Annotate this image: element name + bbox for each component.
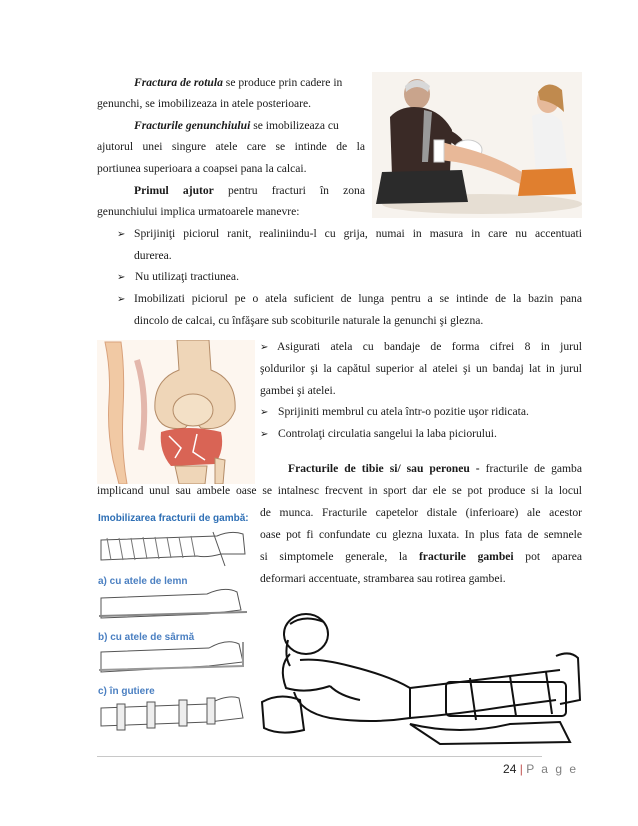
bullet-1-line2: durerea. bbox=[134, 249, 172, 262]
arrow-bullet-icon: ➢ bbox=[260, 429, 269, 440]
term-primul-ajutor: Primul ajutor bbox=[134, 184, 214, 197]
paragraph-tibie-line3: de munca. Fracturile capetelor distale (inferioare) ale acestor bbox=[260, 506, 582, 519]
figure-label-a: a) cu atele de lemn bbox=[98, 576, 188, 587]
page-number: 24 bbox=[503, 762, 517, 776]
arrow-bullet-icon: ➢ bbox=[260, 342, 269, 353]
paragraph-prim-ajutor-line2: genunchiului implica urmatoarele manevre: bbox=[97, 205, 300, 218]
paragraph-rotula-line2: genunchi, se imobilizeaza in atele posterioare. bbox=[97, 97, 312, 110]
page-footer bbox=[503, 762, 578, 776]
paragraph-prim-ajutor-line1: Primul ajutor pentru fracturi în zona bbox=[134, 184, 365, 197]
bullet-6: ➢ Controlaţi circulatia sangelui la laba piciorului. bbox=[260, 427, 497, 440]
photo-knee-first-aid bbox=[372, 72, 582, 218]
paragraph-tibie-line5: si simptomele generale, la fracturile gambei pot aparea bbox=[260, 550, 582, 563]
page-word: P a g e bbox=[526, 762, 578, 776]
paragraph-genunchi-line2: ajutorul unei singure atele care se intinde de la bbox=[97, 140, 365, 153]
footer-separator: | bbox=[519, 762, 523, 776]
term-fracturile-tibie: Fracturile de tibie si/ sau peroneu - bbox=[288, 462, 480, 475]
figure-gamba-caption: Imobilizarea fracturii de gambă: bbox=[98, 513, 249, 524]
bullet-4-line1: Asigurati atela cu bandaje de forma cifrei 8 in jurul bbox=[277, 340, 582, 353]
bullet-1-line1 bbox=[117, 227, 135, 242]
figure-label-c: c) în gutiere bbox=[98, 686, 155, 697]
figure-label-b: b) cu atele de sârmă bbox=[98, 632, 195, 643]
paragraph-tibie-line2: implicand unul sau ambele oase se intalnesc frecvent in sport dar ele se pot produce si la locul bbox=[97, 484, 582, 497]
arrow-bullet-icon: ➢ bbox=[117, 229, 126, 240]
term-fracturile-gambei: fracturile gambei bbox=[418, 550, 514, 563]
bullet-1-text: Sprijiniţi piciorul ranit, realiniindu-l cu grija, numai in masura in care nu accentuati bbox=[134, 227, 582, 240]
bullet-4-line2: şoldurilor şi la capătul superior al atelei şi un bandaj lat in jurul bbox=[260, 362, 582, 375]
term-fracturile-genunchiului: Fracturile genunchiului bbox=[134, 119, 251, 132]
term-fractura-rotula: Fractura de rotula bbox=[134, 76, 223, 89]
arrow-bullet-icon: ➢ bbox=[117, 272, 126, 283]
bullet-3-line2: dincolo de calcai, cu înfăşare sub scobiturile naturale la genunchi şi glezna. bbox=[134, 314, 484, 327]
drawing-person-leg-splint bbox=[260, 596, 588, 746]
bullet-5: ➢ Sprijiniti membrul cu atela într-o pozitie uşor ridicata. bbox=[260, 405, 529, 418]
paragraph-genunchi-line3: portiunea superioara a coapsei pana la calcai. bbox=[97, 162, 307, 175]
bullet-2: ➢ Nu utilizaţi tractiunea. bbox=[117, 270, 239, 283]
footer-divider bbox=[97, 756, 542, 757]
arrow-bullet-icon: ➢ bbox=[260, 407, 269, 418]
arrow-bullet-icon: ➢ bbox=[117, 294, 126, 305]
paragraph-tibie-line1: Fracturile de tibie si/ sau peroneu - fracturile de gamba bbox=[288, 462, 582, 475]
bullet-4-marker bbox=[260, 340, 278, 355]
paragraph-rotula-line1: Fractura de rotula se produce prin cadere in bbox=[134, 76, 343, 89]
bullet-3-marker bbox=[117, 292, 135, 307]
paragraph-tibie-line6: deformari accentuate, strambarea sau rotirea gambei. bbox=[260, 572, 506, 585]
image-knee-fracture-anatomy bbox=[97, 340, 255, 484]
paragraph-genunchi-line1: Fracturile genunchiului se imobilizeaza cu bbox=[134, 119, 339, 132]
bullet-3-text: Imobilizati piciorul pe o atela suficient de lunga pentru a se intinde de la bazin pana bbox=[134, 292, 582, 305]
paragraph-tibie-line4: oase pot fi confundate cu glezna luxata. In plus fata de semnele bbox=[260, 528, 582, 541]
bullet-4-line3: gambei şi atelei. bbox=[260, 384, 336, 397]
